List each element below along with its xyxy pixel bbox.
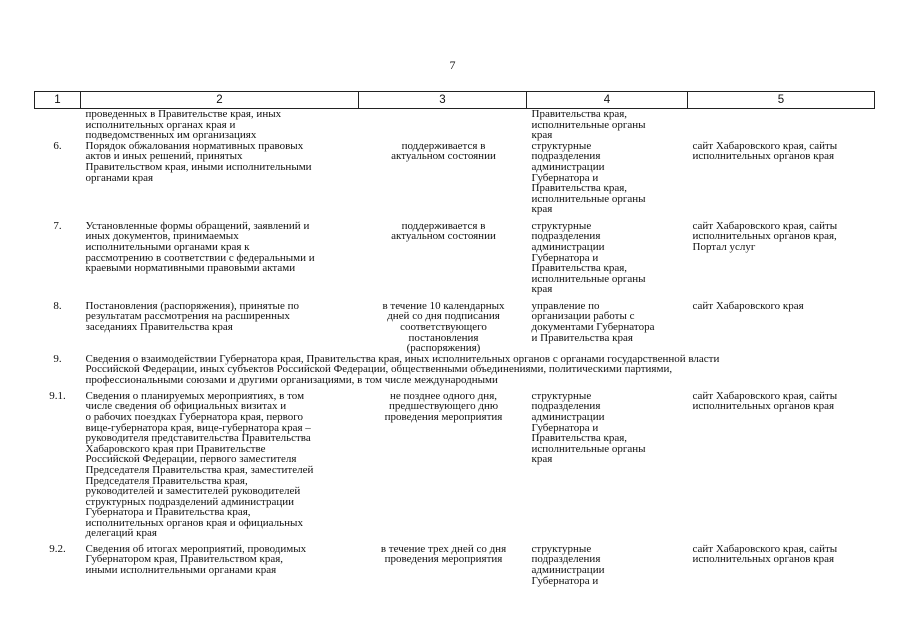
responsible-body: структурные подразделения администрации Губернатора и Правительства края, исполнительные органы края [531,389,646,466]
row-number: 9.1. [49,389,66,402]
table-row [35,221,875,301]
header-col-2: 2 [81,92,359,109]
page-number: 7 [449,58,456,72]
row-number: 9.2. [49,542,66,555]
update-period: в течение трех дней со дня проведения мероприятия [380,542,507,566]
header-col-4: 4 [527,92,688,109]
row-number: 7. [53,219,62,232]
table-header-row [35,92,875,109]
responsible-body: управление по организации работы с документами Губернатора и Правительства края [531,299,655,344]
header-col-5: 5 [688,92,875,109]
table-row [35,141,875,221]
publication-place: сайт Хабаровского края, сайты исполнительных органов края [692,542,838,566]
row-number: 8. [53,299,62,312]
table-row [35,544,875,594]
header-col-1: 1 [35,92,81,109]
section-heading: Сведения о взаимодействии Губернатора края, Правительства края, иных исполнительных органов с органами государственной власти Российской Федерации, иных субъектов Российской Федерации, общественными объединениями, политическими партиями, профессиональными союзами и другими организациями, в том числе международными [85,352,720,386]
info-description: Установленные формы обращений, заявлений и иных документов, принимаемых исполнительными органами края к рассмотрению в соответствии с федеральными и краевыми нормативными правовыми актами [85,219,315,275]
responsible-body: структурные подразделения администрации Губернатора и Правительства края, исполнительные органы края [531,139,646,216]
information-table [34,91,875,594]
update-period: поддерживается в актуальном состоянии [391,219,496,243]
info-description: проведенных в Правительстве края, иных исполнительных органах края и подведомственных им организациях [85,108,282,142]
table-row [35,354,875,391]
update-period: поддерживается в актуальном состоянии [391,139,496,163]
update-period [359,109,527,141]
table-row [35,391,875,544]
update-period: не позднее одного дня, предшествующего дню проведения мероприятия [384,389,503,423]
row-number: 6. [53,139,62,152]
responsible-body: структурные подразделения администрации Губернатора и [531,542,605,587]
table-row [35,301,875,354]
info-description: Сведения об итогах мероприятий, проводимых Губернатором края, Правительством края, иными исполнительными органами края [85,542,307,576]
row-number [35,109,81,141]
row-number: 9. [53,352,62,365]
publication-place [688,109,875,141]
publication-place: сайт Хабаровского края, сайты исполнительных органов края, Портал услуг [692,219,838,253]
publication-place: сайт Хабаровского края, сайты исполнительных органов края [692,139,838,163]
info-description: Порядок обжалования нормативных правовых актов и иных решений, принятых Правительством края, иными исполнительными органами края [85,139,312,184]
table-row [35,109,875,141]
responsible-body: структурные подразделения администрации Губернатора и Правительства края, исполнительные органы края [531,219,646,296]
update-period: в течение 10 календарных дней со дня подписания соответствующего постановления (распоряжения) [382,299,505,355]
header-col-3: 3 [359,92,527,109]
info-description: Постановления (распоряжения), принятые по результатам рассмотрения на расширенных заседаниях Правительства края [85,299,299,333]
responsible-body: Правительства края, исполнительные органы края [531,108,646,142]
publication-place: сайт Хабаровского края, сайты исполнительных органов края [692,389,838,413]
publication-place: сайт Хабаровского края [692,299,804,312]
info-description: Сведения о планируемых мероприятиях, в том числе сведения об официальных визитах и о рабочих поездках Губернатора края, первого вице-губернатора края, вице-губернатора края – руководителя представительства Правительства Хабаровского края при Правительстве Российской Федерации, первого заместителя Председателя Правительства края, заместителей Председателя Правительства края, руководителей и заместителей руководителей структурных подразделений администрации Губернатора и Правительства края, исполнительных органов края и официальных делегаций края [85,389,314,540]
